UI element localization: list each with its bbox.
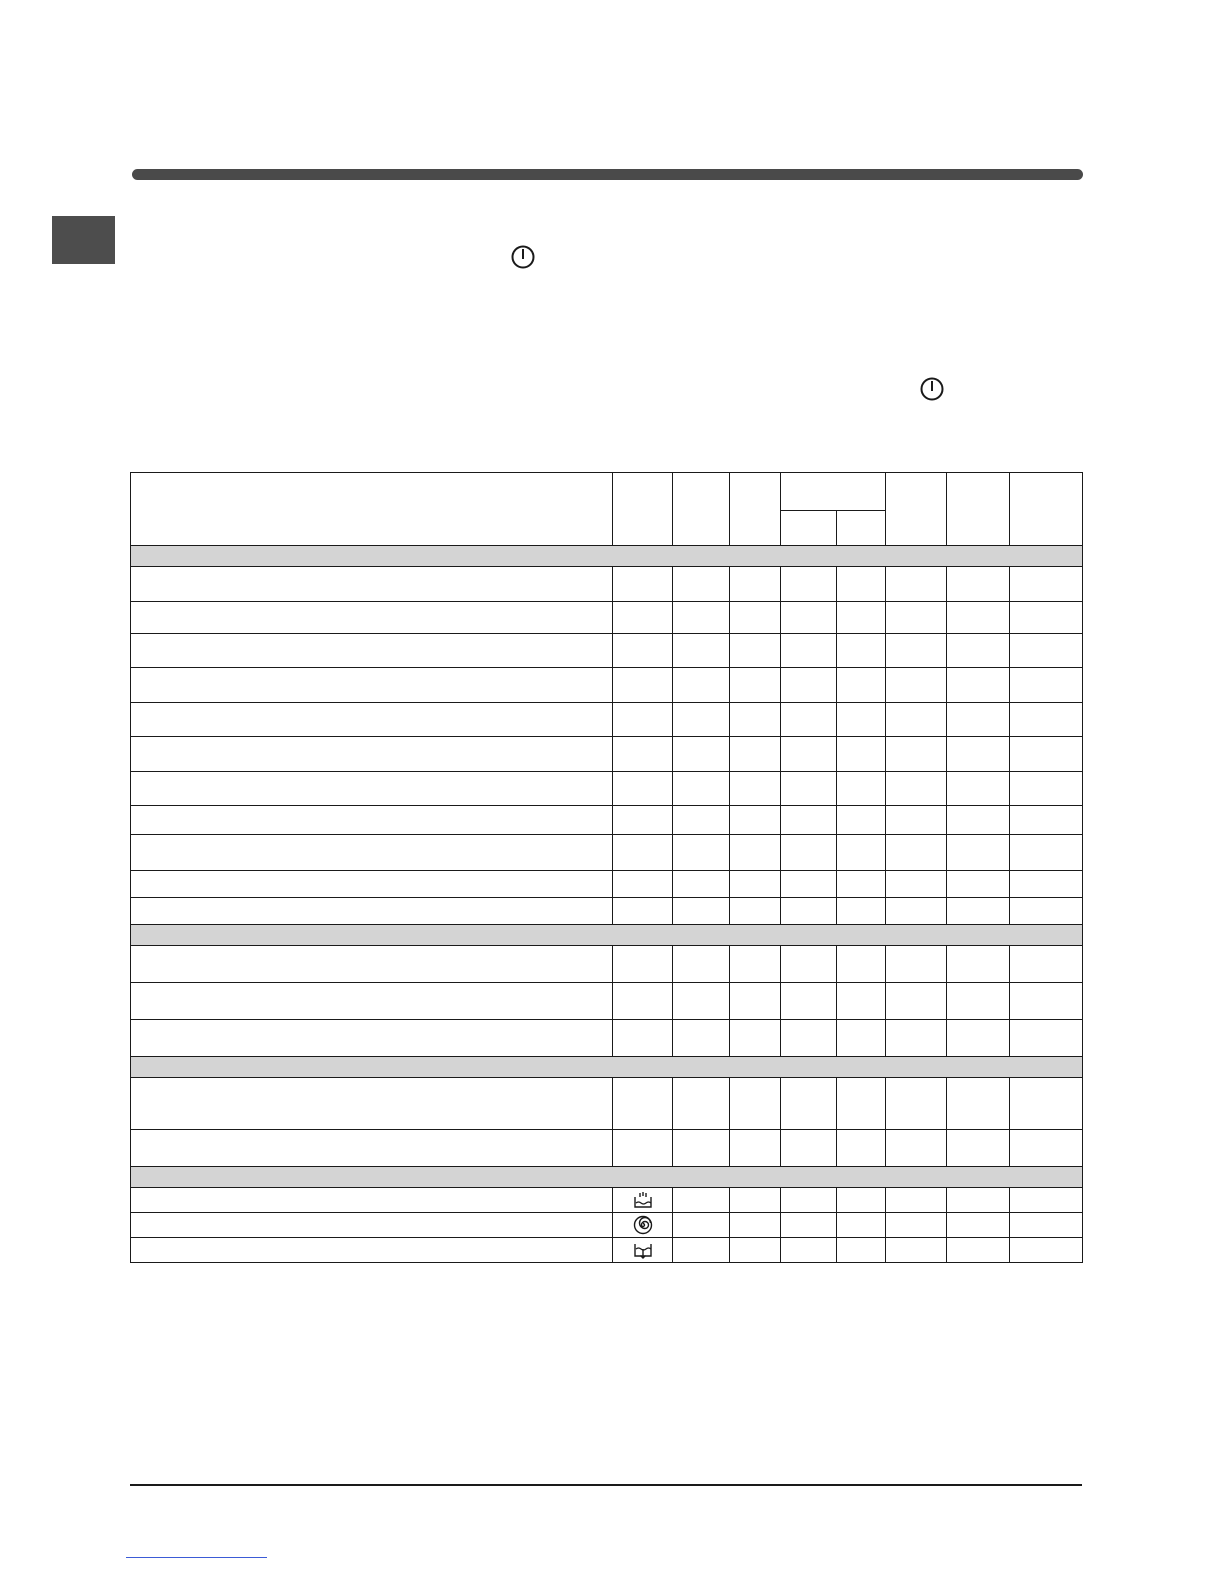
drain-icon xyxy=(613,1238,673,1263)
section-row xyxy=(131,1167,1083,1188)
header-cell xyxy=(1010,473,1083,546)
footer-rule xyxy=(130,1484,1082,1486)
header-cell xyxy=(947,473,1010,546)
table-row xyxy=(131,1020,1083,1057)
language-tab xyxy=(52,216,115,264)
table-row xyxy=(131,772,1083,806)
table-row xyxy=(131,983,1083,1020)
rinse-icon xyxy=(613,1188,673,1213)
footer-link-underline[interactable] xyxy=(126,1557,267,1558)
header-rule xyxy=(132,169,1083,180)
section-row xyxy=(131,1057,1083,1078)
header-subcell xyxy=(781,511,837,546)
programme-table xyxy=(130,472,1083,1263)
section-row xyxy=(131,546,1083,567)
table-row xyxy=(131,806,1083,835)
header-cell xyxy=(673,473,730,546)
table-row xyxy=(131,668,1083,703)
table-row xyxy=(131,835,1083,871)
table-row xyxy=(131,1078,1083,1130)
table-row xyxy=(131,898,1083,925)
table-row xyxy=(131,567,1083,602)
table-row xyxy=(131,1213,1083,1238)
header-cell xyxy=(886,473,947,546)
header-cell xyxy=(613,473,673,546)
table-row xyxy=(131,737,1083,772)
header-cell xyxy=(131,473,613,546)
table-row xyxy=(131,602,1083,634)
power-icon xyxy=(510,244,536,270)
table-row xyxy=(131,1238,1083,1263)
section-row xyxy=(131,925,1083,946)
table-row xyxy=(131,1188,1083,1213)
table-row xyxy=(131,871,1083,898)
table-row xyxy=(131,946,1083,983)
header-group-cell xyxy=(781,473,886,511)
table-row xyxy=(131,703,1083,737)
power-icon xyxy=(919,376,945,402)
table-row xyxy=(131,634,1083,668)
header-subcell xyxy=(837,511,886,546)
table-header-row xyxy=(131,473,1083,511)
table-row xyxy=(131,1130,1083,1167)
spin-icon xyxy=(613,1213,673,1238)
header-cell xyxy=(730,473,781,546)
